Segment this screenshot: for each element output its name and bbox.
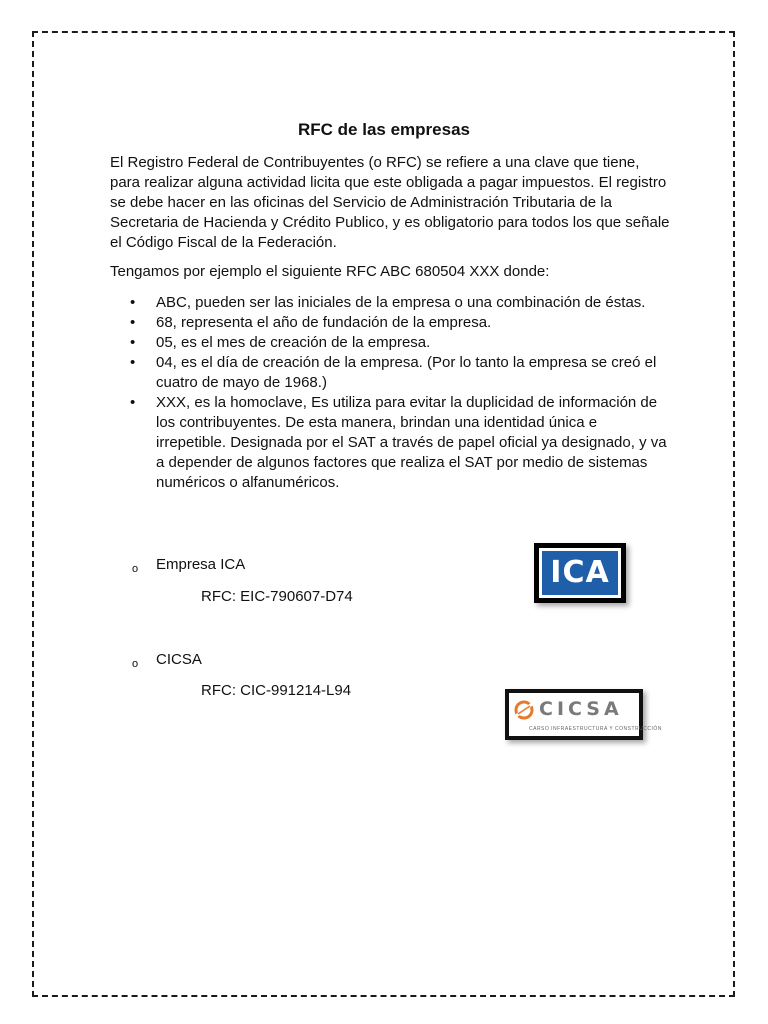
page-title: RFC de las empresas [298,120,470,139]
bullet-icon: • [130,334,136,351]
cicsa-logo-text: CICSA [539,698,623,720]
circle-bullet-icon: o [132,658,139,670]
company-name: Empresa ICA [156,556,246,573]
company-rfc: RFC: EIC-790607-D74 [201,588,353,605]
rfc-breakdown-list [110,293,670,493]
company-rfc: RFC: CIC-991214-L94 [201,682,352,699]
bullet-icon: • [130,294,136,311]
ica-logo-panel [542,551,618,595]
bullet-icon: • [130,354,136,371]
circle-bullet-icon: o [132,563,139,575]
cicsa-swirl-icon [513,699,535,721]
list-item: • 05, es el mes de creación de la empresa. [130,334,431,351]
bullet-icon: • [130,394,136,411]
example-paragraph: Tengamos por ejemplo el siguiente RFC ABC 680504 XXX donde: [110,263,550,280]
intro-paragraph: El Registro Federal de Contribuyentes (o RFC) se refiere a una clave que tiene, para realizar alguna actividad licita que este obligada a pagar impuestos. El registro se debe hacer en las oficinas del Servicio de Administración Tributaria de la Secretaria de Hacienda y Crédito Publico, y es obligatorio para todos los que señale el Código Fiscal de la Federación. [110,154,670,251]
cicsa-logo-tagline: CARSO INFRAESTRUCTURA Y CONSTRUCCIÓN [529,726,662,732]
list-item: • 04, es el día de creación de la empresa. (Por lo tanto la empresa se creó el cuatro de mayo de 1968.) [130,354,657,391]
company-name: CICSA [156,651,202,668]
cicsa-logo [505,689,662,740]
bullet-icon: • [130,314,136,331]
list-item: • ABC, pueden ser las iniciales de la empresa o una combinación de éstas. [130,294,646,311]
list-item: • 68, representa el año de fundación de la empresa. [130,314,492,331]
list-item: • XXX, es la homoclave, Es utiliza para evitar la duplicidad de información de los contribuyentes. De esta manera, brindan una identidad única e irrepetible. Designada por el SAT a través de papel oficial ya designado, y va a depender de algunos factores que realiza el SAT por medio de sistemas numéricos o alfanuméricos. [130,394,667,491]
ica-logo-text: ICA [550,555,610,590]
ica-logo [534,543,626,603]
